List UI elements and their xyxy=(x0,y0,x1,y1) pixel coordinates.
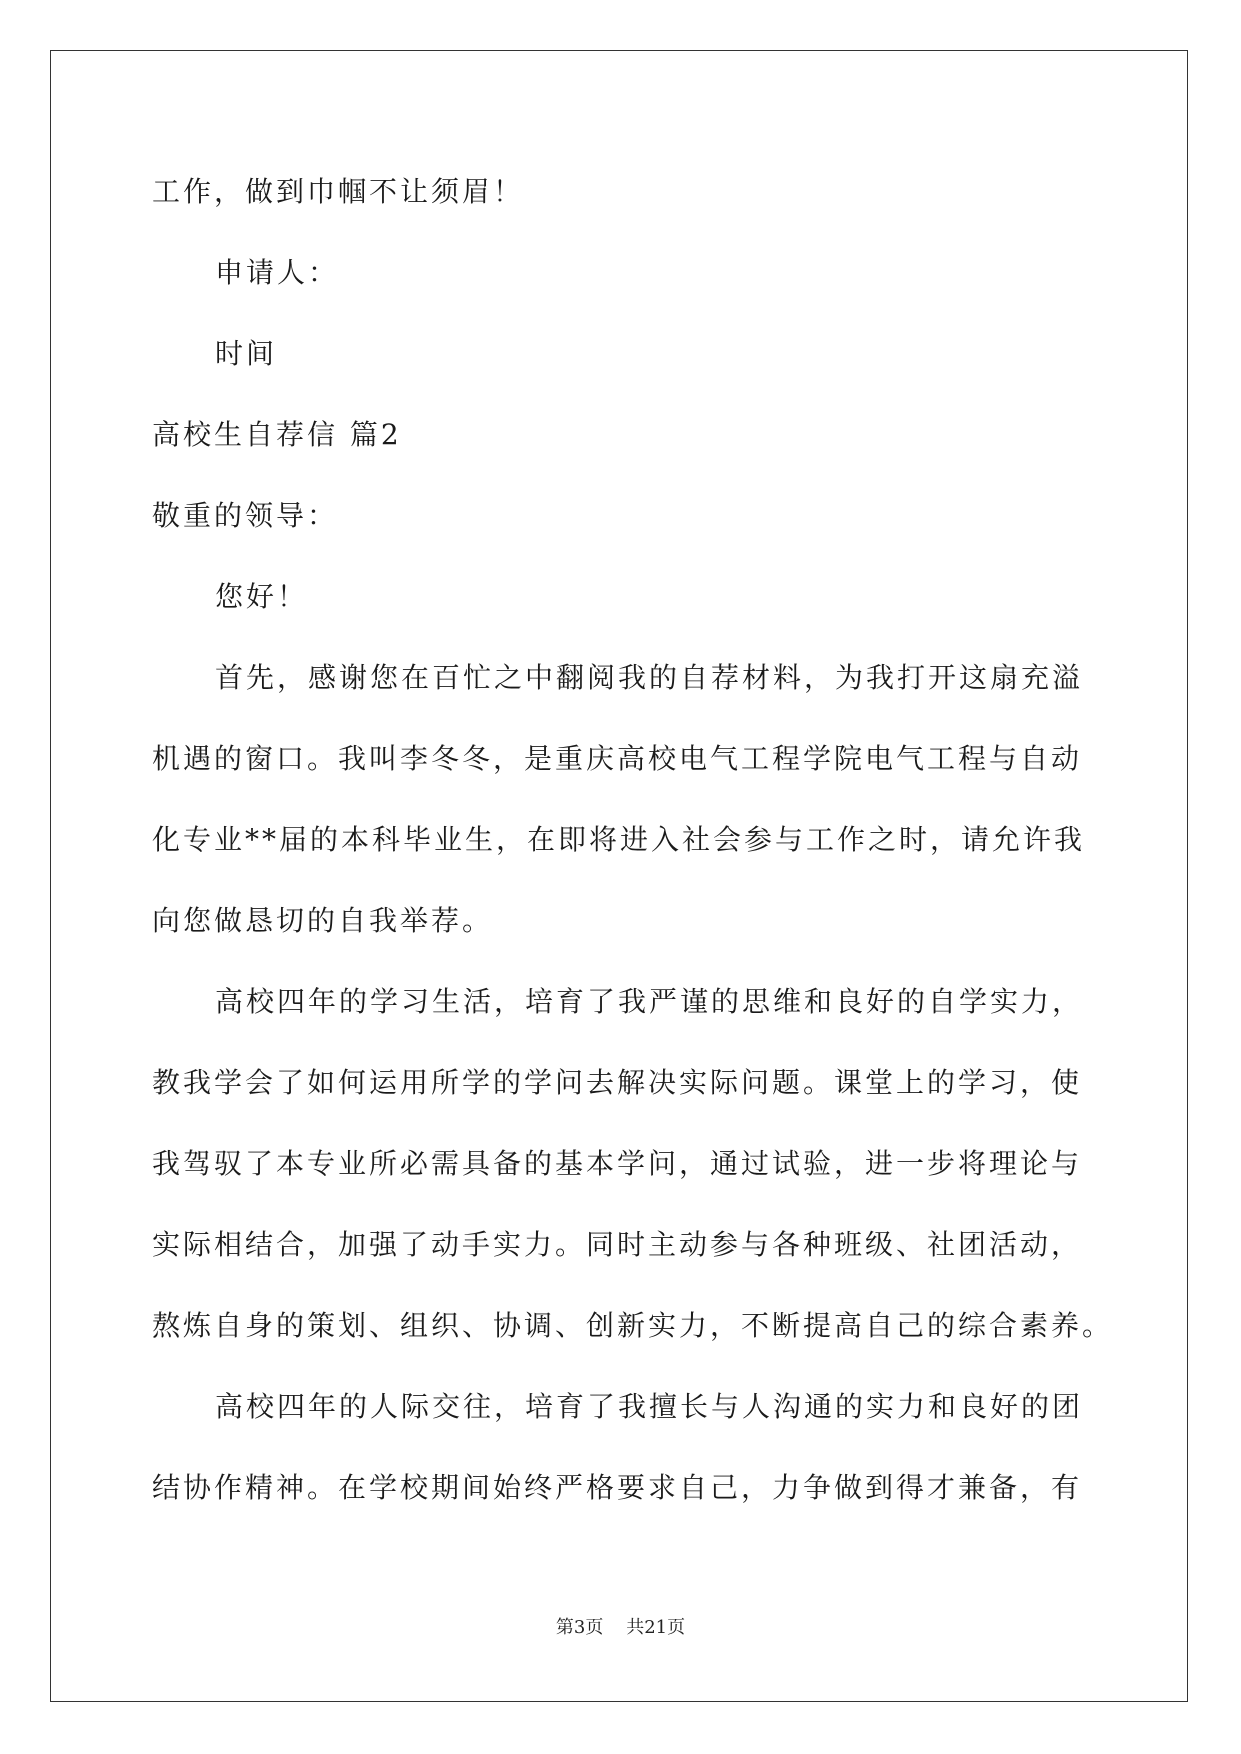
applicant-label: 申请人： xyxy=(215,256,340,289)
section-heading: 高校生自荐信 篇2 xyxy=(152,418,402,451)
text-line: 化专业**届的本科毕业生，在即将进入社会参与工作之时，请允许我 xyxy=(152,823,1086,856)
text-line: 首先，感谢您在百忙之中翻阅我的自荐材料，为我打开这扇充溢 xyxy=(215,661,1084,694)
page-border xyxy=(50,50,1188,1702)
text-line: 结协作精神。在学校期间始终严格要求自己，力争做到得才兼备，有 xyxy=(152,1471,1083,1504)
date-label: 时间 xyxy=(215,337,278,370)
text-line: 我驾驭了本专业所必需具备的基本学问，通过试验，进一步将理论与 xyxy=(152,1147,1083,1180)
salutation: 敬重的领导： xyxy=(152,499,339,532)
text-line: 向您做恳切的自我举荐。 xyxy=(152,904,494,937)
text-line: 高校四年的学习生活，培育了我严谨的思维和良好的自学实力， xyxy=(215,985,1084,1018)
text-line: 工作，做到巾帼不让须眉！ xyxy=(152,175,525,208)
text-line: 教我学会了如何运用所学的学问去解决实际问题。课堂上的学习，使 xyxy=(152,1066,1083,1099)
text-line: 机遇的窗口。我叫李冬冬，是重庆高校电气工程学院电气工程与自动 xyxy=(152,742,1083,775)
greeting: 您好！ xyxy=(215,580,309,613)
page-number-footer: 第3页 共21页 xyxy=(555,1617,686,1638)
text-line: 高校四年的人际交往，培育了我擅长与人沟通的实力和良好的团 xyxy=(215,1390,1084,1423)
text-line: 实际相结合，加强了动手实力。同时主动参与各种班级、社团活动， xyxy=(152,1228,1083,1261)
text-line: 熬炼自身的策划、组织、协调、创新实力，不断提高自己的综合素养。 xyxy=(152,1309,1114,1342)
